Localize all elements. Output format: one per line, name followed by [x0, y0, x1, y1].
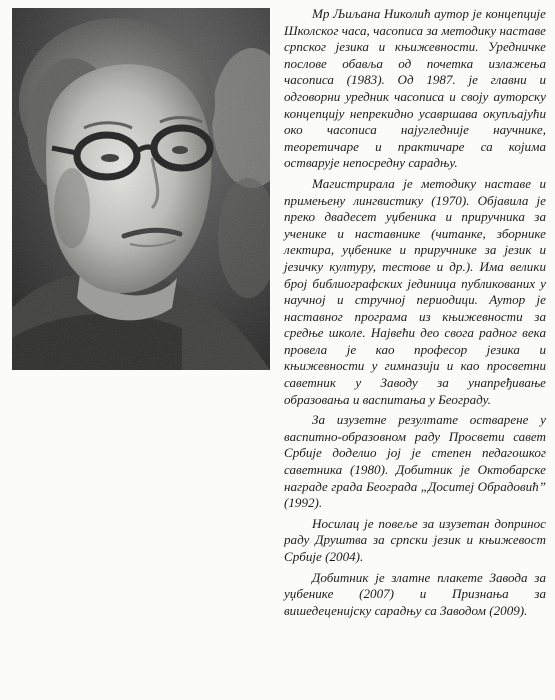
- bio-paragraph: Мр Љиљана Николић аутор је концепције Школског часа, часописа за методику наставе српског језика и књижевности. Уредничке послове обавља од почетка излажења часописа (1983). Од 1987. је главни и одговорни уредник часописа и своју ауторску концепцију непрекидно усавршава окупљајући око часописа најугледније научнике, теоретичаре и практичаре са којима остварује непосредну сарадњу.: [284, 6, 546, 171]
- author-portrait-photo: [12, 8, 270, 370]
- bio-paragraph: Носилац је повеље за изузетан допринос раду Друштва за српски језик и књижевост Србије (2004).: [284, 515, 546, 564]
- bio-paragraph: Магистрирала је методику наставе и примењену лингвистику (1970). Објавила је преко двадесет уџбеника и приручника за ученике и наставнике (читанке, зборнике лектира, уџбенике и приручнике за језик и језичку културу, тестове и др.). Има велики број библиографских јединица публикованих у научној и стручној периодици. Аутор је наставног програма из књижевности за средње школе. Највећи део свога радног века провела је као професор језика и књижевности у гимназији и као просветни саветник у Заводу за унапређивање образовања и васпитања у Београду.: [284, 175, 546, 407]
- bio-paragraph: За изузетне резултате остварене у васпитно-образовном раду Просвети савет Србије доделио јој је степен педагошког саветника (1980). Добитник је Октобарске награде града Београда „Доситеј Обрадовић” (1992).: [284, 412, 546, 511]
- bio-paragraph: Добитник је златне плакете Завода за уџбенике (2007) и Признања за вишедеценијску сарадњу са Заводом (2009).: [284, 569, 546, 618]
- portrait-image: [12, 8, 270, 370]
- author-biography: [284, 6, 546, 623]
